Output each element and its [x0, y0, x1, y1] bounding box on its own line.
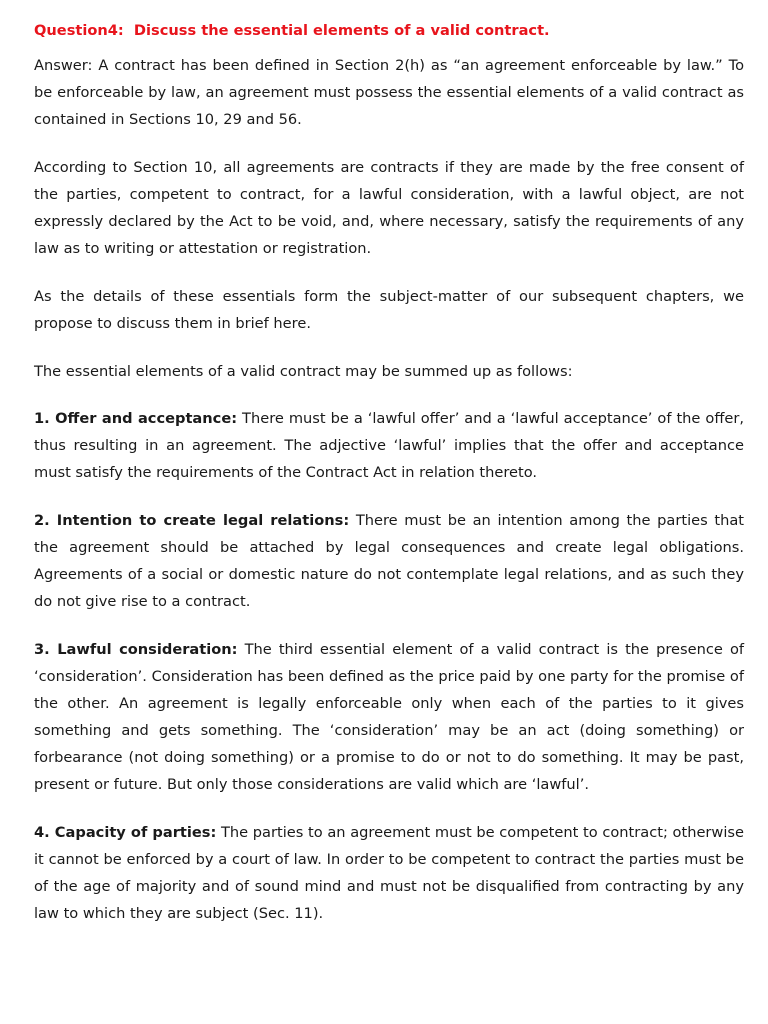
element-text: There must be an intention among the parties that the agreement should be attached by legal consequences and create legal obligations. Agreements of a social or domestic nature do not contemplate legal relations, and as such they do not give rise to a contract.: [34, 512, 745, 610]
element-text: The parties to an agreement must be competent to contract; otherwise it cannot be enforced by a court of law. In order to be competent to contract the parties must be of the age of majority and of sound mind and must not be disqualified from contracting by any law to which they are subject (Sec. 11).: [34, 824, 745, 922]
details-paragraph: As the details of these essentials form the subject-matter of our subsequent chapters, we propose to discuss them in brief here.: [34, 288, 744, 332]
section-10-paragraph: According to Section 10, all agreements are contracts if they are made by the free consent of the parties, competent to contract, for a lawful consideration, with a lawful object, are not expressly declared by the Act to be void, and, where necessary, satisfy the requirements of any law as to writing or attestation or registration.: [34, 159, 744, 257]
element-heading: 2. Intention to create legal relations:: [34, 512, 350, 529]
element-offer-acceptance: [34, 405, 744, 486]
element-text: The third essential element of a valid contract is the presence of ‘consideration’. Consideration has been defined as the price paid by one party for the promise of the other. An agreement is legally enforceable only when each of the parties to it gives something and gets something. The ‘consideration’ may be an act (doing something) or forbearance (not doing something) or a promise to do or not to do something. It may be past, present or future. But only those considerations are valid which are ‘lawful’.: [34, 641, 745, 793]
element-heading: 1. Offer and acceptance:: [34, 410, 238, 427]
element-heading: 3. Lawful consideration:: [34, 641, 238, 658]
element-consideration: [34, 636, 744, 798]
element-capacity: [34, 819, 744, 927]
question-heading: Question4: Discuss the essential elements of a valid contract.: [34, 22, 550, 39]
summary-intro-paragraph: The essential elements of a valid contract may be summed up as follows:: [34, 363, 573, 380]
element-text: There must be a ‘lawful offer’ and a ‘lawful acceptance’ of the offer, thus resulting in an agreement. The adjective ‘lawful’ implies that the offer and acceptance must satisfy the requirements of the Contract Act in relation thereto.: [34, 410, 744, 481]
element-heading: 4. Capacity of parties:: [34, 824, 217, 841]
answer-paragraph: Answer: A contract has been defined in Section 2(h) as “an agreement enforceable by law.” To be enforceable by law, an agreement must possess the essential elements of a valid contract as contained in Sections 10, 29 and 56.: [34, 57, 744, 128]
element-intention: [34, 507, 744, 615]
